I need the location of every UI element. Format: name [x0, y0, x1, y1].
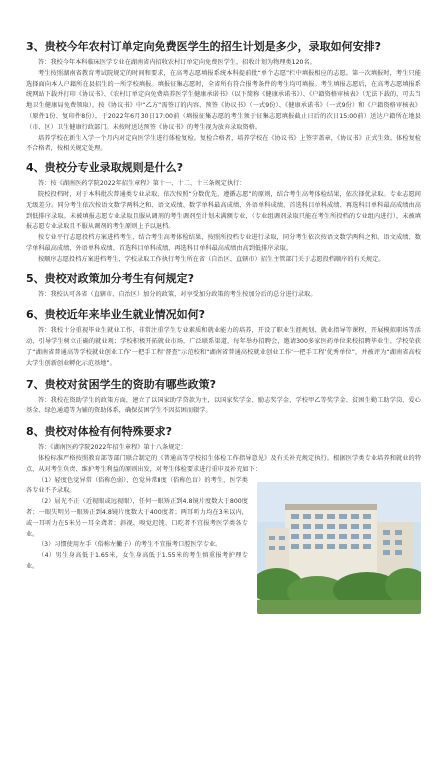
q3-answer-3: 培养学校在新生入学一个月内对定向医学生进行体检复检。复检合格者，培养学校在《协议书》上签字盖章，《协议书》正式生效。体检复检不合格者，按相关规定处理。: [26, 134, 421, 153]
criteria-list: [26, 476, 248, 573]
q4-answer-4: 按顺序志愿投档方案进档考生，学校录取工作执行考生所在省（自治区、直辖市）招生主管部门关于志愿投档顺序的有关规定。: [38, 255, 385, 263]
q6-answer-1: 答：我校十分重视毕业生就业工作，非常注重学生专业素质和就业能力的培养，开设了职业生涯规划、就业指导等课程，开展模拟职场等活动，引导学生树立正确的就业观；学校积极开拓就业市场，广泛联系渠道，每年举办招聘会，邀请300多家医药单位来校招聘毕业生。学校荣获了“湖南省普通高等学校就业创业工作‘一把手工程’督查”示范校和“湖南省普通高校就业创业工作‘一把手工程’优秀单位”，并被评为“湖南省高校大学生创新创业孵化示范基地”。: [26, 327, 421, 367]
q4-title: 4、贵校分专业录取规则是什么?: [26, 161, 184, 175]
section-q3: [26, 40, 421, 155]
q8-body: [26, 476, 421, 614]
q8-intro-2: 体检标准严格按照教育部等部门联合制定的《普通高等学校招生体检工作指导意见》及有关补充规定执行。根据医学类专业培养和就业的特点，从对考生负责、维护考生利益的原则出发，对考生体检要求进行重申及补充如下：: [26, 454, 421, 473]
q8-intro-1: 答：《湖南医药学院2022年招生章程》第十八条规定：: [38, 444, 187, 452]
section-q7: [26, 378, 421, 418]
q8-title: 8、贵校对体检有何特殊要求?: [26, 425, 173, 439]
q3-title: 3、贵校今年农村订单定向免费医学生的招生计划是多少，录取如何安排?: [26, 40, 382, 53]
q3-answer-1: 答：我校今年本科临床医学专业在湖南省内招收农村订单定向免费医学生，招收计划为物理类120名。: [38, 59, 316, 66]
q4-answer-1: 答：按《湖南医药学院2022年招生章程》第十一、十二、十三条规定执行：: [38, 180, 246, 188]
q5-answer-1: 答：我校认可各省（直辖市、自治区）加分的政策，对享受加分政策的考生按加分后的总分进行录取。: [38, 290, 317, 298]
q5-title: 5、贵校对政策加分考生有何规定?: [26, 271, 195, 285]
q7-title: 7、贵校对贫困学生的资助有哪些政策?: [26, 377, 217, 391]
section-q8: [26, 425, 421, 613]
campus-building-image: [257, 482, 421, 614]
section-q6: [26, 308, 421, 369]
q6-title: 6、贵校近年来毕业生就业情况如何?: [26, 308, 206, 322]
q3-answer-2: 考生按照湖南省教育考试院规定的时间和要求，在高考志愿填报系统本科提前批“单个志愿”栏中填报相应的志愿。第一次填报时，考生只能选择面向本人户籍所在县招生的一所学校填报。填报征集志愿时，全省所有符合报考条件的考生均可填报。考生填报志愿后，在高考志愿填报系统网站下载并打印《协议书》、《农村订单定向免费培养医学生健康承诺书》（以下简称《健康承诺书》）、《户籍资格审核表》（无法下载的，可去当地卫生健康局免费领取），按《协议书》中“乙方”需签订的内容，预签《协议书》（一式9份）、《健康承诺书》（一式9份）和《户籍资格审核表》（原件1份、复印件8份），于2022年6月30日17:00前（填报征集志愿的考生须于征集志愿填报截止日后的次日15:00前）送达户籍所在地县（市、区）卫生健康行政部门。未按时送达预签《协议书》的考生视为放弃录取资格。: [26, 69, 421, 131]
section-q4: [26, 161, 421, 265]
q4-answer-2: 院校投档时，对于本科批次普通类专业录取、依次按照“分数优先、遵循志愿”的原则，结合考生高考体检结果，依次择优录取。专业志愿间无级差分。同分考生依次按语文数学两科之和、语文成绩、数学单科最高成绩、外语单科成绩、首选科目单科成绩、再选科目单科最高成绩由高到低排序录取。未被填报志愿专业录取且服从调剂的考生调剂至计划未满额专业，（专业组调剂录取只能在考生所投档的专业组内进行），未被填报志愿专业录取且不服从调剂的考生原则上予以退档。: [26, 190, 421, 231]
criteria-item: （2）屈光不正（近视眼或远视眼），任何一眼矫正到4.8镜片度数大于800度者；一眼失明另一眼矫正到4.8镜片度数大于400度者；两耳听力均在3米以内，或一耳听力在5米另一耳全聋者；斜视、嗅觉迟钝、口吃者不宜报考医学类各专业。: [26, 498, 248, 538]
criteria-item: （1）轻度色觉异常（俗称色弱），色觉异常Ⅱ度（俗称色盲）的考生，医学类各专业不予录取。: [26, 476, 248, 495]
q4-answer-3: 按专业平行志愿投档方案进档考生，结合考生高考体检结果，按照所投档专业进行录取，同分考生依次按语文数学两科之和、语文成绩、数学单科最高成绩、外语单科成绩、首选科目单科成绩、再选科目单科最高成绩由高到低排序录取。: [26, 234, 421, 252]
section-q5: [26, 272, 421, 301]
criteria-item: （4）男生身高低于1.65米，女生身高低于1.55米的考生慎重报考护理专业。: [26, 552, 248, 570]
q7-answer-1: 答：我校在资助学生的政策方面，建立了以国家助学贷款为主，以国家奖学金、励志奖学金、学校甲乙等奖学金、贫困生勤工助学岗、爱心基金、绿色通道等为辅的资助体系，确保贫困学生不因贫困而辍学。: [26, 396, 421, 415]
criteria-item: （3）习惯使用左手（俗称左撇子）的考生不宜报考口腔医学专业。: [38, 541, 222, 549]
campus-photo: [257, 482, 421, 614]
